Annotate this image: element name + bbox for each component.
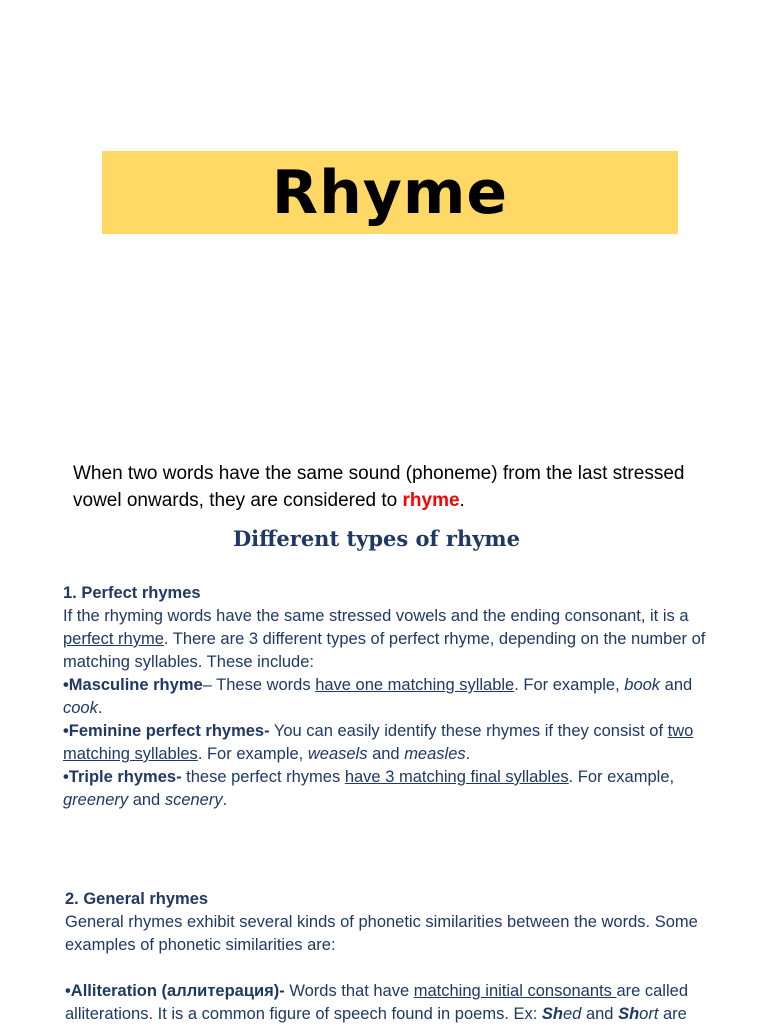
list-item-text: – These words [202,676,316,694]
list-item-term: •Alliteration (аллитерация)- [65,982,285,1000]
title-banner [102,151,678,234]
list-item-term: •Triple rhymes- [63,768,182,786]
list-item-text: . [465,745,471,763]
example-word-emphasis: Sh [618,1005,640,1023]
intro-text: When two words have the same sound (phoneme) from the last stressed vowel onwards, they are considered to [73,463,685,511]
list-item-text: are [658,1005,687,1023]
list-item-text: . [222,791,228,809]
example-word: greenery [63,791,129,809]
paragraph-gap [65,957,730,980]
list-item-link[interactable]: matching initial consonants [413,982,617,1000]
list-item-text: and [367,745,405,763]
section-heading: 2. General rhymes [65,890,209,908]
paragraph-text: . There are 3 different types of perfect rhyme, depending on the number of matching syllables. These include: [63,630,706,671]
list-item-text: and [581,1005,619,1023]
section-general-rhymes [65,888,730,1026]
list-item-term: •Feminine perfect rhymes- [63,722,270,740]
intro-paragraph [73,460,713,514]
example-word-emphasis: Sh [541,1005,563,1023]
list-item-text: Words that have [284,982,414,1000]
list-item-text: and [660,676,693,694]
list-item-link[interactable]: have one matching syllable [315,676,515,694]
list-item-text: . For example, [514,676,625,694]
example-word: measles [404,745,466,763]
section-paragraph [63,605,728,674]
list-item-text: these perfect rhymes [181,768,345,786]
list-item-text: are called alliterations. It is a common figure of speech found in poems. Ex: [65,982,688,1023]
example-word: ed [563,1005,582,1023]
section-perfect-rhymes [63,582,728,812]
example-word: book [624,676,661,694]
section-heading: 1. Perfect rhymes [63,584,201,602]
list-item-link[interactable]: two matching syllables [63,722,694,763]
list-item-triple [63,766,728,812]
list-item-link[interactable]: have 3 matching final syllables [344,768,569,786]
list-item-text: and [128,791,165,809]
section-paragraph: General rhymes exhibit several kinds of phonetic similarities between the words. Some examples of phonetic similarities are: [65,913,698,954]
example-word: scenery [164,791,223,809]
example-word: cook [63,699,98,717]
list-item-text: . [97,699,103,717]
intro-accent-word: rhyme [402,490,460,511]
list-item-alliteration [65,980,730,1026]
example-word: weasels [307,745,368,763]
page-title: Rhyme [271,157,509,228]
paragraph-text: If the rhyming words have the same stressed vowels and the ending consonant, it is a [63,607,689,625]
example-word: ort [639,1005,659,1023]
list-item-text: You can easily identify these rhymes if they consist of [269,722,668,740]
list-item-text: . For example, [197,745,308,763]
list-item-masculine [63,674,728,720]
intro-end: . [459,490,465,511]
perfect-rhyme-link[interactable]: perfect rhyme [63,630,164,648]
list-item-feminine [63,720,728,766]
list-item-text: . For example, [568,768,675,786]
list-item-term: •Masculine rhyme [63,676,203,694]
section-subtitle: Different types of rhyme [232,526,521,551]
